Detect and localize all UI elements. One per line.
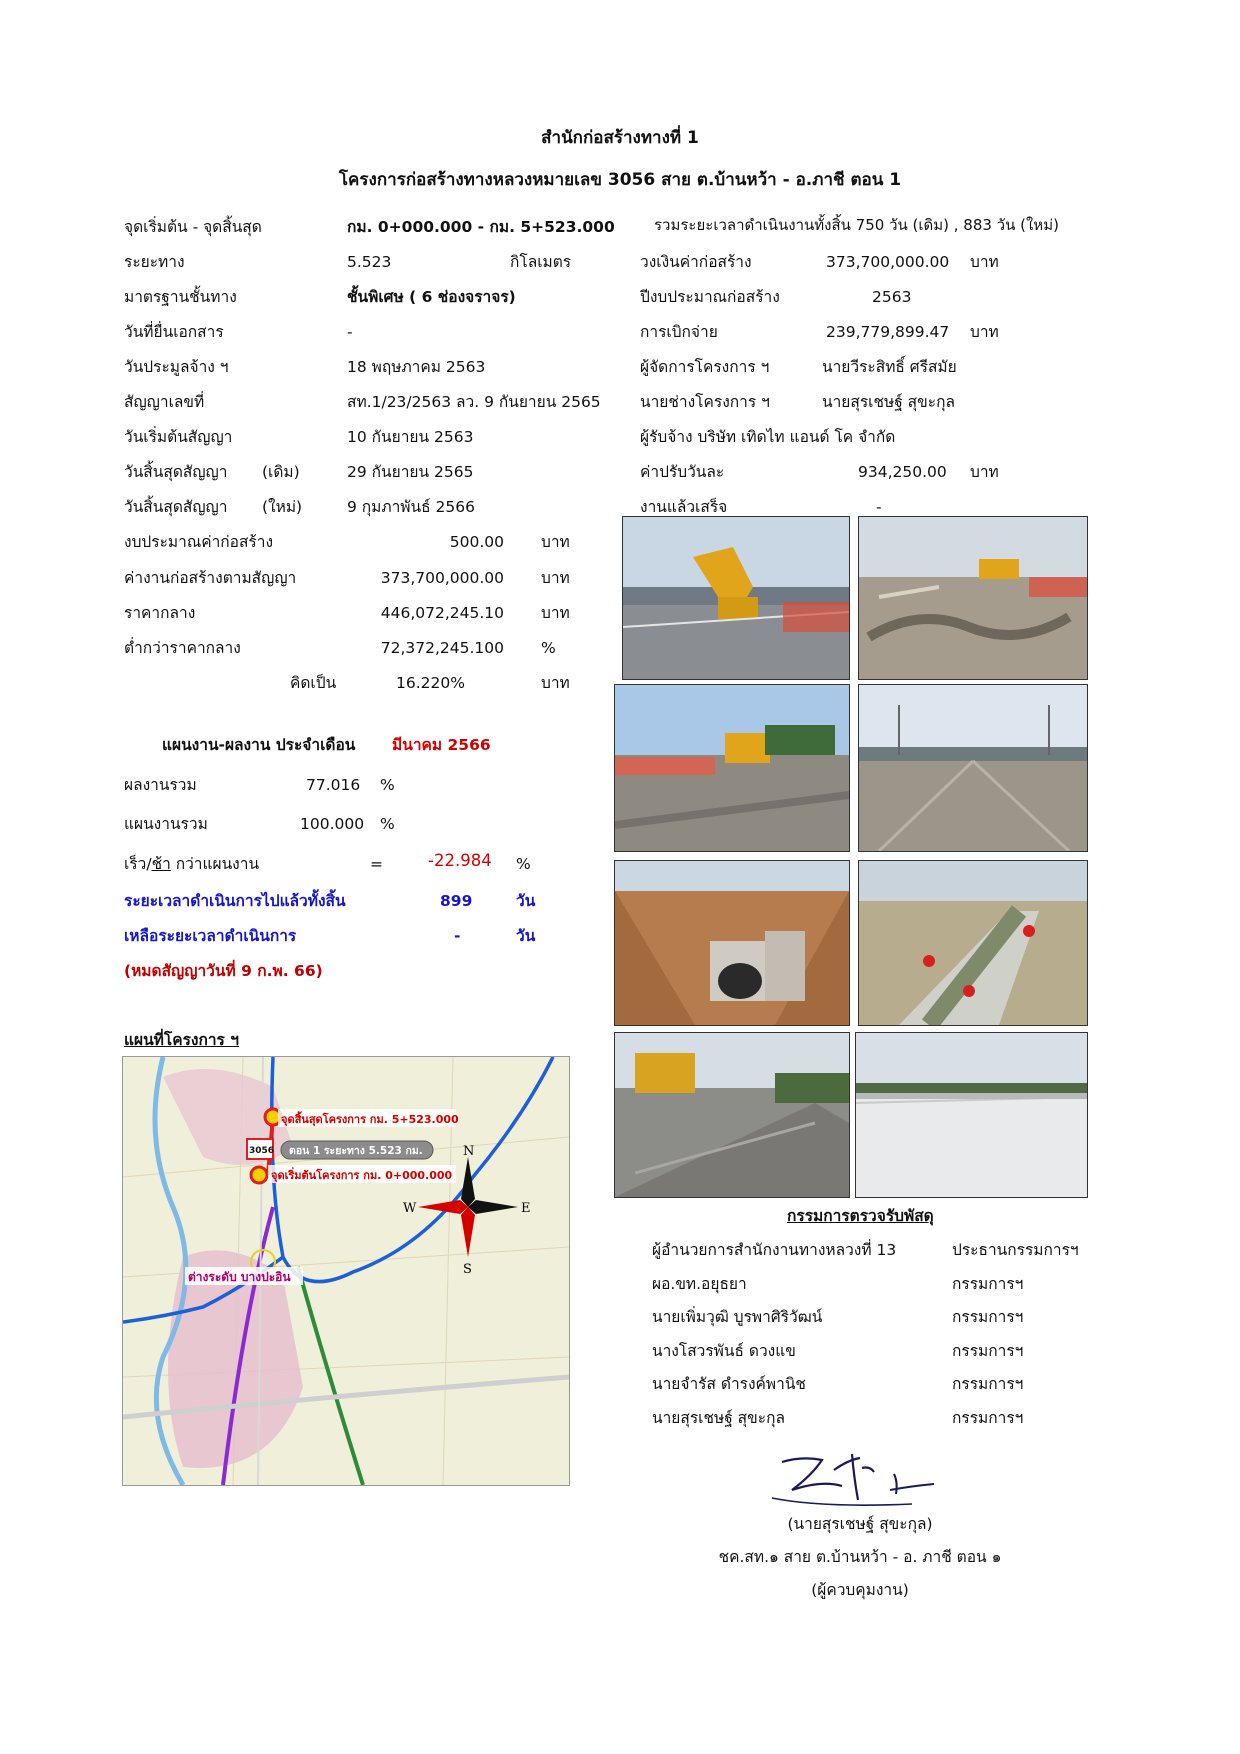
variance-slash: / <box>146 855 152 873</box>
photo-excavator-road <box>622 516 850 680</box>
info-label: วันสิ้นสุดสัญญา <box>124 498 228 516</box>
elapsed-unit: วัน <box>516 892 536 910</box>
info-qualifier: (เดิม) <box>262 463 300 481</box>
map-junction-label: ต่างระดับ บางปะอิน <box>188 1270 291 1284</box>
member-name: ผอ.ขท.อยุธยา <box>652 1275 747 1293</box>
info-unit: บาท <box>970 463 999 481</box>
contractor-text: ผู้รับจ้าง บริษัท เทิดไท แอนด์ โค จำกัด <box>640 428 896 446</box>
budget-value: 373,700,000.00 <box>380 569 504 587</box>
budget-label: ราคากลาง <box>124 604 196 622</box>
info-label: วันสิ้นสุดสัญญา <box>124 463 228 481</box>
elapsed-value: 899 <box>440 892 473 910</box>
info-value: 5.523 <box>347 253 392 271</box>
map-start-label: จุดเริ่มต้นโครงการ กม. 0+000.000 <box>271 1169 453 1182</box>
info-value: สท.1/23/2563 ลว. 9 กันยายน 2565 <box>347 393 601 411</box>
signature-role: (ผู้ควบคุมงาน) <box>811 1581 909 1599</box>
info-label: งานแล้วเสร็จ <box>640 498 728 516</box>
budget-unit: % <box>541 639 556 657</box>
info-label: นายช่างโครงการ ฯ <box>640 393 770 411</box>
map-title: แผนที่โครงการ ฯ <box>124 1031 239 1049</box>
info-label: การเบิกจ่าย <box>640 323 718 341</box>
info-unit: บาท <box>970 323 999 341</box>
project-title: โครงการก่อสร้างทางหลวงหมายเลข 3056 สาย ต.บ้านหว้า - อ.ภาชี ตอน 1 <box>338 170 902 190</box>
compass-s: S <box>463 1262 472 1277</box>
variance-rest: กว่าแผนงาน <box>170 855 260 873</box>
plan-unit: % <box>380 815 395 833</box>
progress-month: มีนาคม 2566 <box>392 736 491 754</box>
budget-value: 16.220% <box>396 674 465 692</box>
office-title: สำนักก่อสร้างทางที่ 1 <box>541 128 699 148</box>
remaining-unit: วัน <box>516 927 536 945</box>
actual-value: 77.016 <box>306 776 361 794</box>
photo-broken-pavement <box>858 516 1088 680</box>
info-value: - <box>347 323 353 341</box>
budget-unit: บาท <box>541 569 570 587</box>
info-qualifier: (ใหม่) <box>262 498 303 516</box>
member-name: นายสุรเชษฐ์ สุขะกุล <box>652 1409 785 1427</box>
map-graphic <box>123 1057 569 1485</box>
member-role: กรรมการฯ <box>952 1342 1024 1360</box>
info-value: นายวีระสิทธิ์ ศรีสมัย <box>822 358 957 376</box>
committee-title: กรรมการตรวจรับพัสดุ <box>787 1207 934 1225</box>
info-label: วงเงินค่าก่อสร้าง <box>640 253 752 271</box>
signature-image <box>762 1450 942 1510</box>
budget-label: งบประมาณค่าก่อสร้าง <box>124 533 274 551</box>
photo-grader-gravel <box>614 684 850 852</box>
variance-unit: % <box>516 855 531 873</box>
info-value: 2563 <box>872 288 912 306</box>
plan-value: 100.000 <box>300 815 365 833</box>
info-label: วันเริ่มต้นสัญญา <box>124 428 233 446</box>
plan-label: แผนงานรวม <box>124 815 208 833</box>
info-label: มาตรฐานชั้นทาง <box>124 288 237 306</box>
info-label: ระยะทาง <box>124 253 185 271</box>
photo-finished-concrete <box>855 1032 1088 1198</box>
info-value: 239,779,899.47 <box>826 323 950 341</box>
photo-culvert-excavation <box>614 860 850 1026</box>
info-label: วันที่ยื่นเอกสาร <box>124 323 224 341</box>
map-end-label: จุดสิ้นสุดโครงการ กม. 5+523.000 <box>281 1113 459 1126</box>
info-value: - <box>876 498 882 516</box>
info-value: 18 พฤษภาคม 2563 <box>347 358 486 376</box>
info-unit: กิโลเมตร <box>510 253 572 271</box>
duration-text: รวมระยะเวลาดำเนินงานทั้งสิ้น 750 วัน (เดิม) , 883 วัน (ใหม่) <box>654 216 1059 234</box>
info-value: 934,250.00 <box>858 463 947 481</box>
info-label: ค่าปรับวันละ <box>640 463 725 481</box>
budget-value: 446,072,245.10 <box>380 604 504 622</box>
map-route-badge: 3056 <box>249 1146 275 1156</box>
info-label: วันประมูลจ้าง ฯ <box>124 358 229 376</box>
budget-unit: บาท <box>541 674 570 692</box>
member-role: กรรมการฯ <box>952 1375 1024 1393</box>
variance-value: -22.984 <box>428 851 492 870</box>
variance-eq: = <box>370 855 383 873</box>
signature-position: ชค.สท.๑ สาย ต.บ้านหว้า - อ. ภาชี ตอน ๑ <box>718 1548 1002 1566</box>
map-section-label: ตอน 1 ระยะทาง 5.523 กม. <box>289 1145 423 1157</box>
member-name: นายจำรัส ดำรงค์พานิช <box>652 1375 806 1393</box>
variance-fast: เร็ว <box>124 855 147 873</box>
budget-value: 500.00 <box>449 533 504 551</box>
signature-name: (นายสุรเชษฐ์ สุขะกุล) <box>787 1515 933 1533</box>
remaining-label: เหลือระยะเวลาดำเนินการ <box>124 927 297 945</box>
member-name: นายเพิ่มวุฒิ บูรพาศิริวัฒน์ <box>652 1308 823 1326</box>
progress-title: แผนงาน-ผลงาน ประจำเดือน <box>162 736 356 754</box>
info-label: ผู้จัดการโครงการ ฯ <box>640 358 770 376</box>
info-value: 373,700,000.00 <box>826 253 950 271</box>
photo-concrete-pouring <box>614 1032 850 1198</box>
member-role: กรรมการฯ <box>952 1275 1024 1293</box>
remaining-value: - <box>454 927 461 945</box>
budget-label: คิดเป็น <box>290 674 337 692</box>
budget-value: 72,372,245.100 <box>380 639 504 657</box>
info-value: 10 กันยายน 2563 <box>347 428 474 446</box>
member-name: ผู้อำนวยการสำนักงานทางหลวงที่ 13 <box>652 1241 897 1259</box>
info-label: ปีงบประมาณก่อสร้าง <box>640 288 780 306</box>
budget-label: ค่างานก่อสร้างตามสัญญา <box>124 569 297 587</box>
info-value: 9 กุมภาพันธ์ 2566 <box>347 498 475 516</box>
elapsed-label: ระยะเวลาดำเนินการไปแล้วทั้งสิ้น <box>124 892 346 910</box>
budget-label: ต่ำกว่าราคากลาง <box>124 639 241 657</box>
photo-prepared-subbase <box>858 684 1088 852</box>
variance-label <box>124 854 259 874</box>
compass-n: N <box>463 1144 475 1159</box>
compass-e: E <box>521 1201 531 1216</box>
actual-unit: % <box>380 776 395 794</box>
info-value: 29 กันยายน 2565 <box>347 463 474 481</box>
expiry-note: (หมดสัญญาวันที่ 9 ก.พ. 66) <box>124 962 323 980</box>
variance-slow: ช้า <box>151 855 171 873</box>
member-name: นางโสวรพันธ์ ดวงแข <box>652 1342 796 1360</box>
info-value: ชั้นพิเศษ ( 6 ช่องจราจร) <box>347 288 516 306</box>
project-map <box>122 1056 570 1486</box>
member-role: ประธานกรรมการฯ <box>952 1241 1079 1259</box>
member-role: กรรมการฯ <box>952 1308 1024 1326</box>
compass-w: W <box>403 1201 417 1216</box>
budget-unit: บาท <box>541 604 570 622</box>
info-label: จุดเริ่มต้น - จุดสิ้นสุด <box>124 218 262 236</box>
budget-unit: บาท <box>541 533 570 551</box>
info-unit: บาท <box>970 253 999 271</box>
info-value: กม. 0+000.000 - กม. 5+523.000 <box>347 218 615 236</box>
actual-label: ผลงานรวม <box>124 776 197 794</box>
photo-drainage-channel <box>858 860 1088 1026</box>
info-label: สัญญาเลขที่ <box>124 393 205 411</box>
member-role: กรรมการฯ <box>952 1409 1024 1427</box>
info-value: นายสุรเชษฐ์ สุขะกุล <box>822 393 955 411</box>
